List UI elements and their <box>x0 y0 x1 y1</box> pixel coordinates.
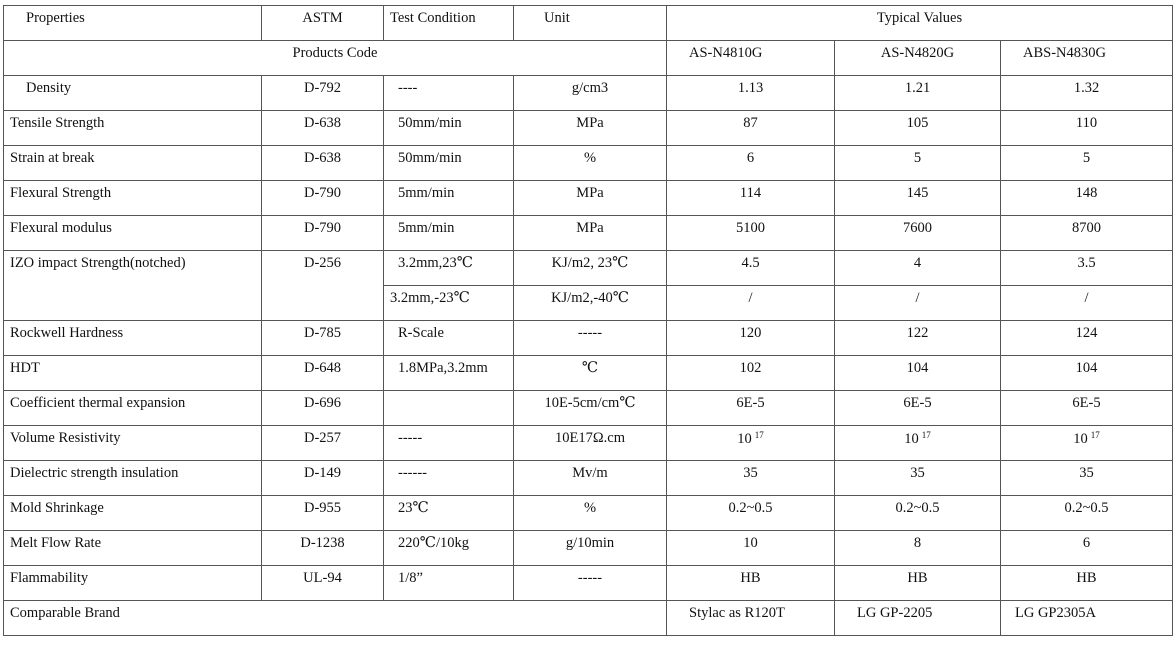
property-cell: HDT <box>4 356 262 391</box>
property-cell: Strain at break <box>4 146 262 181</box>
value-text: 10 <box>904 431 919 447</box>
table-row <box>4 531 1173 566</box>
value-text: HB <box>740 570 761 586</box>
astm-cell: D-1238 <box>262 531 384 566</box>
value-text: 110 <box>1075 115 1098 131</box>
value-cell <box>1001 216 1173 251</box>
unit-cell: Mv/m <box>514 461 667 496</box>
value-text: 1.13 <box>737 80 764 96</box>
condition-cell: 220℃/10kg <box>384 531 514 566</box>
header-row <box>4 6 1173 41</box>
astm-cell: D-790 <box>262 181 384 216</box>
table-row <box>4 496 1173 531</box>
value-cell <box>1001 251 1173 286</box>
value-exponent: 17 <box>1090 430 1100 440</box>
astm-cell: D-792 <box>262 76 384 111</box>
value-text: 114 <box>739 185 762 201</box>
value-cell <box>835 286 1001 321</box>
value-cell <box>1001 76 1173 111</box>
value-cell <box>835 391 1001 426</box>
property-cell: Mold Shrinkage <box>4 496 262 531</box>
value-text: 6E-5 <box>736 395 765 411</box>
value-text: 5 <box>913 150 922 166</box>
value-text: 6 <box>1082 535 1091 551</box>
unit-cell: % <box>514 496 667 531</box>
value-text: 6E-5 <box>903 395 932 411</box>
value-cell <box>667 496 835 531</box>
value-cell <box>667 461 835 496</box>
condition-cell: 50mm/min <box>384 111 514 146</box>
value-text: / <box>1084 290 1089 306</box>
header-properties: Properties <box>4 6 262 41</box>
value-cell <box>835 181 1001 216</box>
value-text: 104 <box>906 360 929 376</box>
condition-cell <box>384 391 514 426</box>
table-row <box>4 566 1173 601</box>
comparable-brand-1: Stylac as R120T <box>667 601 835 636</box>
value-cell <box>835 111 1001 146</box>
table-row <box>4 251 1173 286</box>
table-row <box>4 181 1173 216</box>
value-exponent: 17 <box>754 430 764 440</box>
unit-cell: MPa <box>514 181 667 216</box>
value-text: 102 <box>739 360 762 376</box>
value-text: 1.32 <box>1073 80 1100 96</box>
astm-cell: D-149 <box>262 461 384 496</box>
value-text: 6E-5 <box>1072 395 1101 411</box>
property-cell: Dielectric strength insulation <box>4 461 262 496</box>
value-text: 145 <box>906 185 929 201</box>
property-cell: Melt Flow Rate <box>4 531 262 566</box>
astm-cell: D-648 <box>262 356 384 391</box>
astm-cell: D-638 <box>262 146 384 181</box>
value-cell <box>1001 566 1173 601</box>
property-cell: Tensile Strength <box>4 111 262 146</box>
value-cell <box>667 76 835 111</box>
value-cell <box>835 321 1001 356</box>
value-text: 4 <box>913 255 922 271</box>
astm-cell: D-696 <box>262 391 384 426</box>
value-cell <box>1001 286 1173 321</box>
unit-cell: ----- <box>514 321 667 356</box>
value-exponent: 17 <box>921 430 931 440</box>
value-cell <box>835 356 1001 391</box>
comparable-brand-3: LG GP2305A <box>1001 601 1173 636</box>
value-text: 0.2~0.5 <box>1064 500 1109 516</box>
table-row <box>4 111 1173 146</box>
value-cell <box>1001 181 1173 216</box>
value-text: 6 <box>746 150 755 166</box>
condition-cell: R-Scale <box>384 321 514 356</box>
value-text: 5 <box>1082 150 1091 166</box>
condition-cell: ---- <box>384 76 514 111</box>
value-text: 87 <box>743 115 758 131</box>
property-cell: Flexural modulus <box>4 216 262 251</box>
value-cell <box>1001 321 1173 356</box>
unit-cell: 10E17Ω.cm <box>514 426 667 461</box>
table-row <box>4 321 1173 356</box>
value-cell <box>667 426 835 461</box>
table-row <box>4 146 1173 181</box>
product-code-3: ABS-N4830G <box>1001 41 1173 76</box>
value-cell <box>1001 461 1173 496</box>
unit-cell: ----- <box>514 566 667 601</box>
value-text: 35 <box>1079 465 1094 481</box>
astm-cell: UL-94 <box>262 566 384 601</box>
condition-cell: 23℃ <box>384 496 514 531</box>
condition-cell: 3.2mm,-23℃ <box>384 286 514 321</box>
value-text: 10 <box>743 535 758 551</box>
value-cell <box>835 496 1001 531</box>
value-cell <box>1001 391 1173 426</box>
comparable-brand-2: LG GP-2205 <box>835 601 1001 636</box>
property-cell: Density <box>4 76 262 111</box>
value-cell <box>667 391 835 426</box>
header-typical-values: Typical Values <box>667 6 1173 41</box>
property-cell: Volume Resistivity <box>4 426 262 461</box>
comparable-brand-row <box>4 601 1173 636</box>
value-text: 7600 <box>903 220 932 236</box>
value-text: 10 <box>737 431 752 447</box>
property-cell: IZO impact Strength(notched) <box>4 251 262 321</box>
astm-cell: D-257 <box>262 426 384 461</box>
table-row <box>4 76 1173 111</box>
condition-cell: ------ <box>384 461 514 496</box>
value-cell <box>667 286 835 321</box>
value-cell <box>1001 146 1173 181</box>
condition-cell: 5mm/min <box>384 216 514 251</box>
value-text: 105 <box>906 115 929 131</box>
header-unit: Unit <box>514 6 667 41</box>
astm-cell: D-785 <box>262 321 384 356</box>
value-text: / <box>748 290 753 306</box>
value-cell <box>1001 531 1173 566</box>
value-text: 35 <box>910 465 925 481</box>
comparable-brand-label: Comparable Brand <box>4 601 667 636</box>
condition-cell: 50mm/min <box>384 146 514 181</box>
value-text: 0.2~0.5 <box>895 500 940 516</box>
property-cell: Flexural Strength <box>4 181 262 216</box>
value-cell <box>1001 496 1173 531</box>
value-cell <box>835 531 1001 566</box>
unit-cell: g/cm3 <box>514 76 667 111</box>
condition-cell: 1.8MPa,3.2mm <box>384 356 514 391</box>
value-text: 8 <box>913 535 922 551</box>
value-text: 8700 <box>1072 220 1101 236</box>
astm-cell: D-955 <box>262 496 384 531</box>
property-cell: Flammability <box>4 566 262 601</box>
value-cell <box>835 426 1001 461</box>
table-row <box>4 426 1173 461</box>
products-code-row <box>4 41 1173 76</box>
unit-cell: % <box>514 146 667 181</box>
value-text: HB <box>907 570 928 586</box>
value-text: 1.21 <box>904 80 931 96</box>
value-text: 120 <box>739 325 762 341</box>
unit-cell: MPa <box>514 111 667 146</box>
condition-cell: 5mm/min <box>384 181 514 216</box>
property-cell: Coefficient thermal expansion <box>4 391 262 426</box>
value-text: 10 <box>1073 431 1088 447</box>
table-row <box>4 356 1173 391</box>
unit-cell: KJ/m2,-40℃ <box>514 286 667 321</box>
value-text: 104 <box>1075 360 1098 376</box>
unit-cell: MPa <box>514 216 667 251</box>
value-cell <box>667 146 835 181</box>
value-cell <box>667 251 835 286</box>
value-text: HB <box>1076 570 1097 586</box>
properties-table <box>3 5 1173 636</box>
table-row <box>4 216 1173 251</box>
astm-cell: D-638 <box>262 111 384 146</box>
table-row <box>4 461 1173 496</box>
value-cell <box>1001 111 1173 146</box>
value-cell <box>835 216 1001 251</box>
condition-cell: 1/8” <box>384 566 514 601</box>
unit-cell: ℃ <box>514 356 667 391</box>
value-text: 4.5 <box>741 255 760 271</box>
value-cell <box>835 146 1001 181</box>
value-text: 0.2~0.5 <box>728 500 773 516</box>
value-cell <box>835 76 1001 111</box>
value-cell <box>1001 426 1173 461</box>
value-cell <box>667 111 835 146</box>
value-cell <box>1001 356 1173 391</box>
value-text: / <box>915 290 920 306</box>
product-code-2: AS-N4820G <box>835 41 1001 76</box>
value-cell <box>667 531 835 566</box>
value-cell <box>835 461 1001 496</box>
value-cell <box>667 181 835 216</box>
product-code-1: AS-N4810G <box>667 41 835 76</box>
value-cell <box>667 321 835 356</box>
header-test-condition: Test Condition <box>384 6 514 41</box>
table-row <box>4 391 1173 426</box>
data-rows <box>4 76 1173 601</box>
unit-cell: g/10min <box>514 531 667 566</box>
condition-cell: 3.2mm,23℃ <box>384 251 514 286</box>
value-text: 148 <box>1075 185 1098 201</box>
header-astm: ASTM <box>262 6 384 41</box>
value-cell <box>835 251 1001 286</box>
condition-cell: ----- <box>384 426 514 461</box>
unit-cell: KJ/m2, 23℃ <box>514 251 667 286</box>
value-text: 5100 <box>736 220 765 236</box>
value-text: 3.5 <box>1077 255 1096 271</box>
value-text: 122 <box>906 325 929 341</box>
value-cell <box>835 566 1001 601</box>
value-cell <box>667 356 835 391</box>
property-cell: Rockwell Hardness <box>4 321 262 356</box>
value-cell <box>667 216 835 251</box>
astm-cell: D-256 <box>262 251 384 321</box>
value-text: 35 <box>743 465 758 481</box>
value-cell <box>667 566 835 601</box>
value-text: 124 <box>1075 325 1098 341</box>
products-code-label: Products Code <box>4 41 667 76</box>
unit-cell: 10E-5cm/cm℃ <box>514 391 667 426</box>
astm-cell: D-790 <box>262 216 384 251</box>
